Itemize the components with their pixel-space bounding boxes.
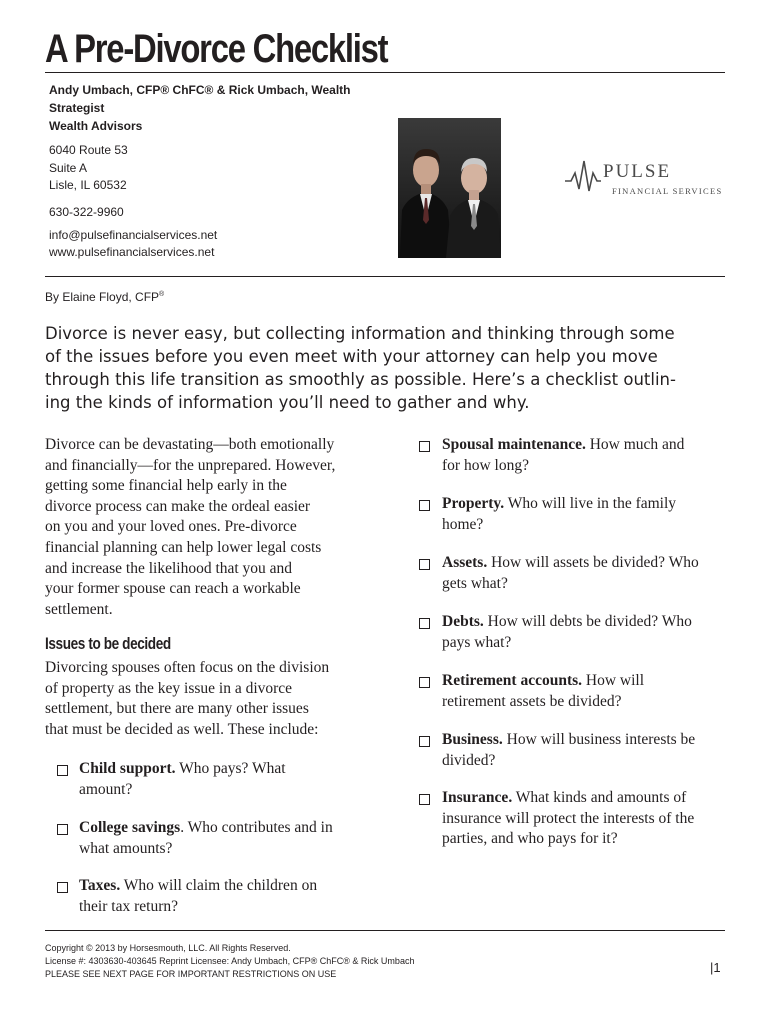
body-line: on you and your loved ones. Pre-divorce bbox=[45, 518, 297, 536]
advisor-names-line1: Andy Umbach, CFP® ChFC® & Rick Umbach, Wealth bbox=[49, 83, 351, 97]
body-line: divorce process can make the ordeal easier bbox=[45, 497, 311, 515]
address-line3: Lisle, IL 60532 bbox=[49, 178, 127, 192]
checkbox-retirement-accounts[interactable] bbox=[419, 677, 430, 688]
body-line: financial planning can help lower legal costs bbox=[45, 538, 322, 556]
body-line: settlement, but there are many other issues bbox=[45, 700, 309, 718]
checkbox-property[interactable] bbox=[419, 500, 430, 511]
body-line: and financially—for the unprepared. However, bbox=[45, 456, 336, 474]
intro-line: Divorce is never easy, but collecting information and thinking through some bbox=[45, 324, 675, 343]
body-paragraph-1 bbox=[45, 435, 335, 620]
intro-line: ing the kinds of information you’ll need to gather and why. bbox=[45, 393, 530, 412]
checklist-item-retirement-accounts: Retirement accounts. How will retirement assets be divided? bbox=[442, 672, 645, 710]
intro-paragraph bbox=[45, 322, 735, 414]
phone-number: 630-322-9960 bbox=[49, 205, 124, 219]
advisors-photo bbox=[398, 118, 501, 258]
byline: By Elaine Floyd, CFP® bbox=[45, 290, 165, 304]
advisors-photo-drawing bbox=[398, 118, 501, 258]
footer-license: License #: 4303630-403645 Reprint Licensee: Andy Umbach, CFP® ChFC® & Rick Umbach bbox=[45, 956, 415, 966]
checkbox-insurance[interactable] bbox=[419, 794, 430, 805]
title-divider bbox=[45, 72, 725, 73]
logo-name: PULSE bbox=[603, 161, 672, 182]
advisor-names-line2: Strategist bbox=[49, 101, 105, 115]
website-address: www.pulsefinancialservices.net bbox=[49, 245, 215, 259]
checklist-item-business: Business. How will business interests be divided? bbox=[442, 731, 696, 769]
intro-line: of the issues before you even meet with your attorney can help you move bbox=[45, 347, 658, 366]
body-line: and increase the likelihood that you and bbox=[45, 559, 293, 577]
logo-subtitle: FINANCIAL SERVICES bbox=[612, 186, 723, 196]
checklist-item-debts: Debts. How will debts be divided? Who pays what? bbox=[442, 613, 692, 651]
checklist-item-assets: Assets. How will assets be divided? Who gets what? bbox=[442, 554, 699, 592]
checklist-item-spousal-maintenance: Spousal maintenance. How much and for how long? bbox=[442, 436, 685, 474]
checklist-item-taxes: Taxes. Who will claim the children on their tax return? bbox=[79, 877, 318, 915]
intro-line: through this life transition as smoothly as possible. Here’s a checklist outlin- bbox=[45, 370, 676, 389]
checklist-item-property: Property. Who will live in the family home? bbox=[442, 495, 677, 533]
checkbox-assets[interactable] bbox=[419, 559, 430, 570]
checklist-item-child-support: Child support. Who pays? What amount? bbox=[79, 760, 286, 798]
footer-copyright: Copyright © 2013 by Horsesmouth, LLC. All Rights Reserved. bbox=[45, 943, 291, 953]
body-line: that must be decided as well. These include: bbox=[45, 720, 319, 738]
email-address: info@pulsefinancialservices.net bbox=[49, 228, 218, 242]
footer-divider bbox=[45, 930, 725, 931]
checkbox-debts[interactable] bbox=[419, 618, 430, 629]
body-line: getting some financial help early in the bbox=[45, 477, 287, 495]
contact-divider bbox=[45, 276, 725, 277]
checkbox-college-savings[interactable] bbox=[57, 824, 68, 835]
page-number: |1 bbox=[710, 960, 721, 975]
checklist-item-college-savings: College savings. Who contributes and in what amounts? bbox=[79, 819, 333, 857]
body-line: of property as the key issue in a divorce bbox=[45, 679, 293, 697]
checkbox-spousal-maintenance[interactable] bbox=[419, 441, 430, 452]
checkbox-child-support[interactable] bbox=[57, 765, 68, 776]
checkbox-taxes[interactable] bbox=[57, 882, 68, 893]
body-line: Divorce can be devastating—both emotionally bbox=[45, 436, 335, 453]
checkbox-business[interactable] bbox=[419, 736, 430, 747]
address-line1: 6040 Route 53 bbox=[49, 143, 128, 157]
page-title: A Pre-Divorce Checklist bbox=[45, 27, 388, 71]
section-heading: Issues to be decided bbox=[45, 634, 171, 653]
body-paragraph-2 bbox=[45, 658, 329, 740]
address-line2: Suite A bbox=[49, 161, 88, 175]
footer-notice: PLEASE SEE NEXT PAGE FOR IMPORTANT RESTRICTIONS ON USE bbox=[45, 969, 337, 979]
body-line: settlement. bbox=[45, 600, 113, 618]
checklist-item-insurance: Insurance. What kinds and amounts of insurance will protect the interests of the parties, and who pays for it? bbox=[442, 789, 695, 848]
advisor-company: Wealth Advisors bbox=[49, 119, 143, 133]
body-line: Divorcing spouses often focus on the division bbox=[45, 659, 330, 676]
body-line: your former spouse can reach a workable bbox=[45, 580, 301, 598]
